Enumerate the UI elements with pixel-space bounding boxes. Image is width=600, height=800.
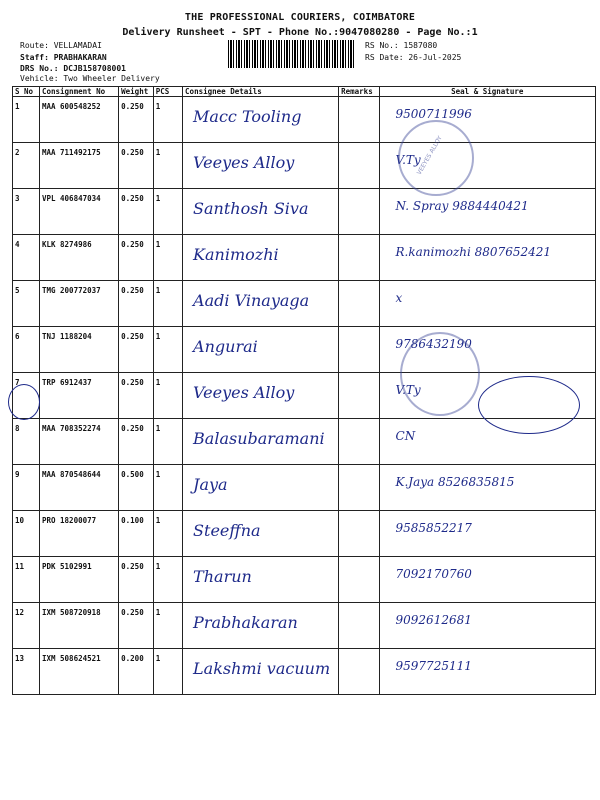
col-pcs: PCS	[153, 87, 182, 97]
row-remarks	[339, 235, 379, 281]
row-signature	[379, 511, 595, 557]
row-remarks	[339, 189, 379, 235]
row-pcs: 1	[153, 649, 182, 695]
row-consignment: IXM 508720918	[39, 603, 118, 649]
row-sno: 12	[13, 603, 40, 649]
signature-handwriting: 9585852217	[395, 521, 472, 535]
row-pcs: 1	[153, 511, 182, 557]
row-weight: 0.250	[119, 327, 154, 373]
signature-handwriting: 9500711996	[395, 107, 472, 121]
row-consignment: TNJ 1188204	[39, 327, 118, 373]
row-consignment: KLK 8274986	[39, 235, 118, 281]
signature-handwriting: 7092170760	[395, 567, 472, 581]
company-stamp	[400, 332, 480, 416]
consignee-handwriting: Jaya	[193, 475, 228, 494]
row-consignment: IXM 508624521	[39, 649, 118, 695]
signature-handwriting: K.Jaya 8526835815	[395, 475, 515, 489]
route-label: Route: VELLAMADAI	[20, 41, 102, 50]
row-consignee	[183, 143, 339, 189]
row-sno: 6	[13, 327, 40, 373]
row-consignment: MAA 711492175	[39, 143, 118, 189]
signature-handwriting: 9092612681	[395, 613, 472, 627]
row-sno: 7	[13, 373, 40, 419]
row-consignee	[183, 419, 339, 465]
row-signature	[379, 189, 595, 235]
row-consignee	[183, 281, 339, 327]
row-consignee	[183, 189, 339, 235]
row-consignee	[183, 603, 339, 649]
consignee-handwriting: Angurai	[193, 337, 258, 356]
table-row	[13, 97, 596, 143]
row-remarks	[339, 327, 379, 373]
consignee-handwriting: Veeyes Alloy	[193, 383, 295, 402]
row-remarks	[339, 511, 379, 557]
consignee-handwriting: Balasubaramani	[193, 429, 325, 448]
row-weight: 0.100	[119, 511, 154, 557]
consignee-handwriting: Lakshmi vacuum	[193, 659, 331, 678]
row-consignee	[183, 235, 339, 281]
row-weight: 0.200	[119, 649, 154, 695]
row-signature	[379, 603, 595, 649]
row-remarks	[339, 97, 379, 143]
consignee-handwriting: Macc Tooling	[193, 107, 302, 126]
row-consignment: TMG 200772037	[39, 281, 118, 327]
table-row	[13, 649, 596, 695]
signature-handwriting: R.kanimozhi 8807652421	[395, 245, 552, 259]
col-weight: Weight	[119, 87, 154, 97]
row-signature	[379, 465, 595, 511]
table-row	[13, 603, 596, 649]
row-mark-circle	[8, 384, 40, 420]
row-sno: 8	[13, 419, 40, 465]
row-signature	[379, 235, 595, 281]
row-pcs: 1	[153, 419, 182, 465]
row-consignee	[183, 465, 339, 511]
row-pcs: 1	[153, 557, 182, 603]
row-pcs: 1	[153, 189, 182, 235]
signature-handwriting: x	[395, 291, 403, 305]
table-row	[13, 511, 596, 557]
row-remarks	[339, 649, 379, 695]
rs-no-label: RS No.: 1587080	[365, 41, 438, 50]
row-signature	[379, 281, 595, 327]
table-header-row	[13, 87, 596, 97]
company-stamp	[395, 120, 474, 196]
staff-label: Staff: PRABHAKARAN	[20, 53, 107, 62]
row-weight: 0.250	[119, 97, 154, 143]
col-remarks: Remarks	[339, 87, 379, 97]
row-weight: 0.250	[119, 557, 154, 603]
consignee-handwriting: Steeffna	[193, 521, 261, 540]
row-sno: 1	[13, 97, 40, 143]
row-consignment: PRO 18200077	[39, 511, 118, 557]
runsheet-subtitle: Delivery Runsheet - SPT - Phone No.:9047080280 - Page No.:1	[122, 27, 478, 38]
signature-handwriting: 9786432190	[395, 337, 472, 351]
row-consignment: MAA 870548644	[39, 465, 118, 511]
company-title: THE PROFESSIONAL COURIERS, COIMBATORE	[184, 12, 416, 23]
consignee-handwriting: Prabhakaran	[193, 613, 298, 632]
row-sno: 3	[13, 189, 40, 235]
row-weight: 0.250	[119, 189, 154, 235]
row-sno: 2	[13, 143, 40, 189]
stamp-text: VEEYES ALLOY	[415, 134, 444, 177]
barcode-image	[228, 40, 354, 68]
row-weight: 0.250	[119, 235, 154, 281]
col-consignee: Consignee Details	[183, 87, 339, 97]
row-remarks	[339, 281, 379, 327]
row-weight: 0.500	[119, 465, 154, 511]
table-row	[13, 557, 596, 603]
row-sno: 13	[13, 649, 40, 695]
row-consignment: PDK 5102991	[39, 557, 118, 603]
row-pcs: 1	[153, 143, 182, 189]
col-consignment: Consignment No	[39, 87, 118, 97]
consignee-handwriting: Veeyes Alloy	[193, 153, 295, 172]
row-sno: 9	[13, 465, 40, 511]
row-consignee	[183, 557, 339, 603]
row-weight: 0.250	[119, 281, 154, 327]
row-consignment: TRP 6912437	[39, 373, 118, 419]
rs-date-label: RS Date: 26-Jul-2025	[365, 53, 462, 62]
table-row	[13, 465, 596, 511]
row-pcs: 1	[153, 97, 182, 143]
row-weight: 0.250	[119, 143, 154, 189]
row-consignment: MAA 600548252	[39, 97, 118, 143]
row-pcs: 1	[153, 235, 182, 281]
row-remarks	[339, 557, 379, 603]
signature-handwriting: CN	[395, 429, 416, 443]
row-weight: 0.250	[119, 603, 154, 649]
row-consignee	[183, 511, 339, 557]
row-sno: 5	[13, 281, 40, 327]
signature-handwriting: 9597725111	[395, 659, 472, 673]
row-remarks	[339, 465, 379, 511]
row-consignee	[183, 327, 339, 373]
row-consignee	[183, 97, 339, 143]
drs-label: DRS No.: DCJB158708001	[20, 64, 126, 73]
row-remarks	[339, 603, 379, 649]
table-row	[13, 327, 596, 373]
consignee-handwriting: Kanimozhi	[193, 245, 279, 264]
signature-handwriting: V.Ty	[395, 383, 421, 397]
row-pcs: 1	[153, 603, 182, 649]
table-row	[13, 189, 596, 235]
consignee-handwriting: Santhosh Siva	[193, 199, 309, 218]
row-consignee	[183, 649, 339, 695]
row-sno: 11	[13, 557, 40, 603]
col-sno: S No	[13, 87, 40, 97]
row-remarks	[339, 143, 379, 189]
consignee-handwriting: Aadi Vinayaga	[193, 291, 310, 310]
row-pcs: 1	[153, 281, 182, 327]
row-weight: 0.250	[119, 419, 154, 465]
row-consignee	[183, 373, 339, 419]
signature-handwriting: N. Spray 9884440421	[395, 199, 529, 213]
row-consignment: MAA 708352274	[39, 419, 118, 465]
row-consignment: VPL 406847034	[39, 189, 118, 235]
row-remarks	[339, 373, 379, 419]
row-pcs: 1	[153, 327, 182, 373]
table-row	[13, 143, 596, 189]
row-remarks	[339, 419, 379, 465]
row-sno: 10	[13, 511, 40, 557]
consignee-handwriting: Tharun	[193, 567, 252, 586]
row-pcs: 1	[153, 373, 182, 419]
table-row	[13, 281, 596, 327]
row-sno: 4	[13, 235, 40, 281]
signature-handwriting: V.Ty	[395, 153, 421, 167]
row-pcs: 1	[153, 465, 182, 511]
row-signature	[379, 557, 595, 603]
table-row	[13, 235, 596, 281]
signature-circle	[478, 376, 580, 434]
col-seal: Seal & Signature	[379, 87, 595, 97]
row-signature	[379, 649, 595, 695]
row-weight: 0.250	[119, 373, 154, 419]
vehicle-label: Vehicle: Two Wheeler Delivery	[20, 74, 160, 83]
